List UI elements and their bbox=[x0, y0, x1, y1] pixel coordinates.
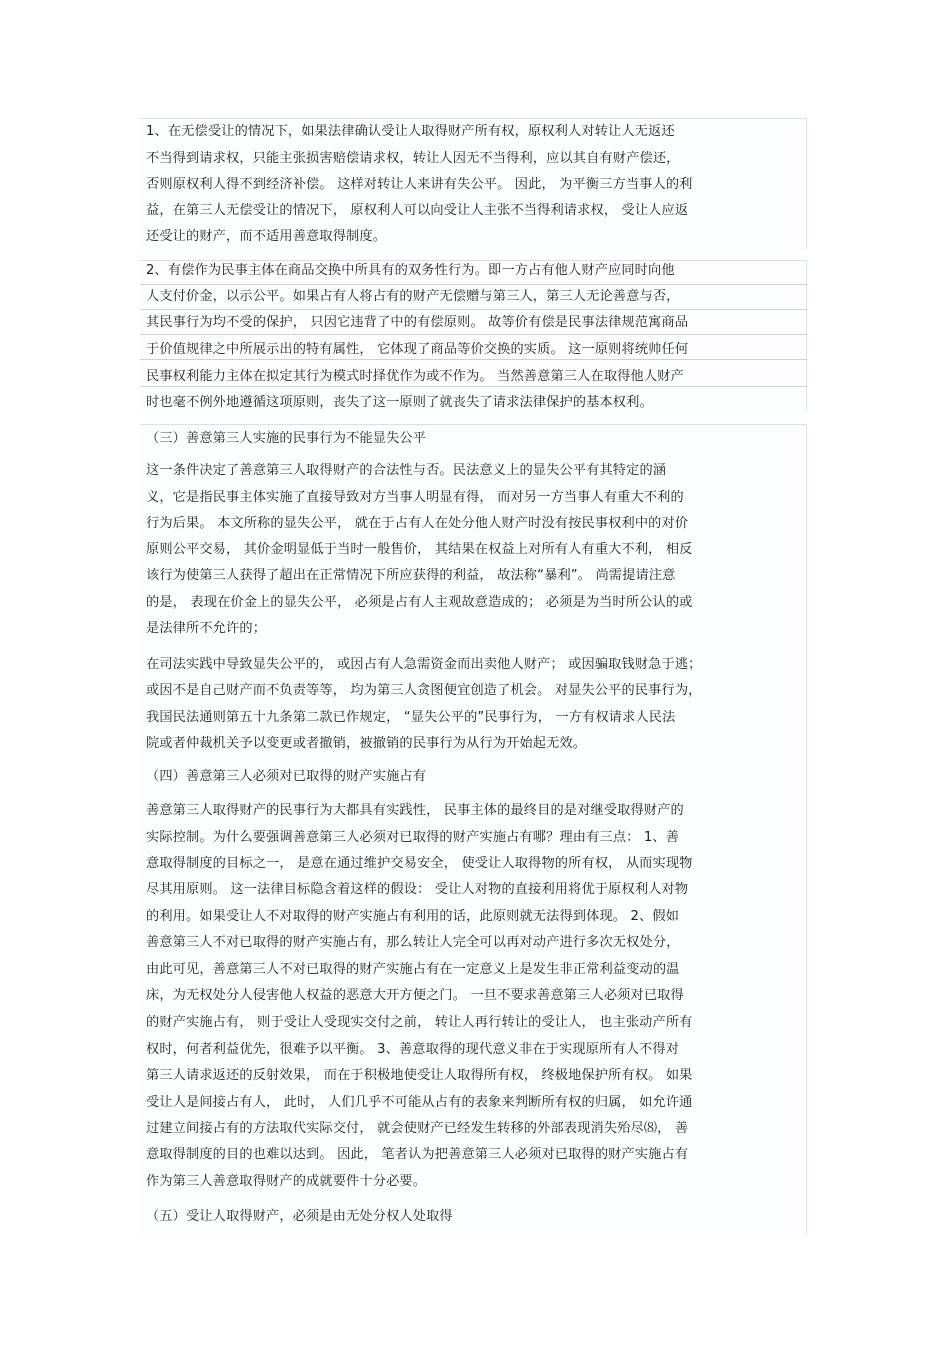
section-heading: （四）善意第三人必须对已取得的财产实施占有 bbox=[146, 769, 427, 784]
row-divider bbox=[140, 334, 807, 335]
paragraph-line: 2、有偿作为民事主体在商品交换中所具有的双务性行为。即一方占有他人财产应同时向他 bbox=[146, 263, 675, 278]
paragraph-line: 不当得到请求权，只能主张损害赔偿请求权，转让人因无不当得利，应以其自有财产偿还， bbox=[146, 151, 680, 166]
paragraph-line: 实际控制。为什么要强调善意第三人必须对已取得的财产实施占有哪？理由有三点： 1、善 bbox=[146, 830, 680, 845]
paragraph-line: 善意第三人取得财产的民事行为大都具有实践性， 民事主体的最终目的是对继受取得财产的 bbox=[146, 803, 684, 818]
paragraph-line: 义，它是指民事主体实施了直接导致对方当事人明显有得， 而对另一方当事人有重大不利的 bbox=[146, 490, 684, 505]
row-divider bbox=[140, 386, 807, 387]
paragraph-line: 院或者仲裁机关予以变更或者撤销，被撤销的民事行为从行为开始起无效。 bbox=[146, 736, 587, 751]
paragraph-line: 人支付价金，以示公平。如果占有人将占有的财产无偿赠与第三人，第三人无论善意与否， bbox=[146, 289, 680, 304]
paragraph-line: 由此可见，善意第三人不对已取得的财产实施占有在一定意义上是发生非正常利益变动的温 bbox=[146, 962, 680, 977]
paragraph-line: 善意第三人不对已取得的财产实施占有，那么转让人完全可以再对动产进行多次无权处分， bbox=[146, 935, 680, 950]
paragraph-line: 该行为使第三人获得了超出在正常情况下所应获得的利益， 故法称“暴利”。 尚需提请注意 bbox=[146, 568, 676, 583]
paragraph-line: 否则原权利人得不到经济补偿。 这样对转让人来讲有失公平。 因此， 为平衡三方当事人的利 bbox=[146, 177, 693, 192]
paragraph-line: 原则公平交易， 其价金明显低于当时一般售价， 其结果在权益上对所有人有重大不利， 相反 bbox=[146, 542, 693, 557]
text-block-2 bbox=[140, 260, 807, 412]
paragraph-line: 还受让的财产，而不适用善意取得制度。 bbox=[146, 229, 387, 244]
paragraph-line: 或因不是自己财产而不负责等等， 均为第三人贪图便宜创造了机会。 对显失公平的民事行为， bbox=[146, 683, 702, 698]
paragraph-line: 的是， 表现在价金上的显失公平， 必须是占有人主观故意造成的； 必须是为当时所公认的或 bbox=[146, 595, 693, 610]
paragraph-line: 权时，何者利益优先，很难予以平衡。 3、善意取得的现代意义非在于实现原所有人不得对 bbox=[146, 1042, 680, 1057]
paragraph-line: 行为后果。 本文所称的显失公平， 就在于占有人在处分他人财产时没有按民事权利中的对价 bbox=[146, 516, 689, 531]
section-heading: （三）善意第三人实施的民事行为不能显失公平 bbox=[146, 431, 427, 446]
paragraph-line: 1、在无偿受让的情况下，如果法律确认受让人取得财产所有权，原权利人对转让人无返还 bbox=[146, 124, 675, 139]
paragraph-line: 床，为无权处分人侵害他人权益的恶意大开方便之门。 一旦不要求善意第三人必须对已取得 bbox=[146, 988, 684, 1003]
row-divider bbox=[140, 284, 807, 285]
paragraph-line: 在司法实践中导致显失公平的， 或因占有人急需资金而出卖他人财产； 或因骗取钱财急于逃； bbox=[146, 657, 702, 672]
paragraph-line: 我国民法通则第五十九条第二款已作规定， “显失公平的”民事行为， 一方有权请求人民法 bbox=[146, 710, 676, 725]
paragraph-line: 的财产实施占有， 则于受让人受现实交付之前， 转让人再行转让的受让人， 也主张动产所有 bbox=[146, 1015, 693, 1030]
paragraph-line: 意取得制度的目标之一， 是意在通过维护交易安全， 使受让人取得物的所有权， 从而实现物 bbox=[146, 856, 693, 871]
paragraph-line: 这一条件决定了善意第三人取得财产的合法性与否。民法意义上的显失公平有其特定的涵 bbox=[146, 463, 667, 478]
paragraph-line: 受让人是间接占有人， 此时， 人们几乎不可能从占有的表象来判断所有权的归属， 如允许通 bbox=[146, 1095, 693, 1110]
paragraph-line: 意取得制度的目的也难以达到。 因此， 笔者认为把善意第三人必须对已取得的财产实施占有 bbox=[146, 1147, 689, 1162]
paragraph-line: 民事权利能力主体在拟定其行为模式时择优作为或不作为。 当然善意第三人在取得他人财产 bbox=[146, 369, 684, 384]
paragraph-line: 作为第三人善意取得财产的成就要件十分必要。 bbox=[146, 1174, 427, 1189]
paragraph-line: 其民事行为均不受的保护， 只因它违背了中的有偿原则。 故等价有偿是民事法律规范寓商品 bbox=[146, 315, 689, 330]
paragraph-line: 过建立间接占有的方法取代实际交付， 就会使财产已经发生转移的外部表现消失殆尽⑻， 善 bbox=[146, 1121, 689, 1136]
row-divider bbox=[140, 309, 807, 310]
paragraph-line: 第三人请求返还的反射效果， 而在于积极地使受让人取得所有权， 终极地保护所有权。 如果 bbox=[146, 1068, 693, 1083]
row-divider bbox=[140, 359, 807, 360]
paragraph-line: 时也毫不例外地遵循这项原则，丧失了这一原则了就丧失了请求法律保护的基本权利。 bbox=[146, 395, 653, 410]
paragraph-line: 的利用。如果受让人不对取得的财产实施占有利用的话，此原则就无法得到体现。 2、假如 bbox=[146, 909, 680, 924]
paragraph-line: 于价值规律之中所展示出的特有属性， 它体现了商品等价交换的实质。 这一原则将统帅任何 bbox=[146, 342, 689, 357]
paragraph-line: 尽其用原则。 这一法律目标隐含着这样的假设： 受让人对物的直接利用将优于原权利人对物 bbox=[146, 882, 689, 897]
paragraph-line: 益，在第三人无偿受让的情况下， 原权利人可以向受让人主张不当得利请求权， 受让人应返 bbox=[146, 203, 689, 218]
section-heading: （五）受让人取得财产，必须是由无处分权人处取得 bbox=[146, 1209, 453, 1224]
paragraph-line: 是法律所不允许的； bbox=[146, 621, 267, 636]
